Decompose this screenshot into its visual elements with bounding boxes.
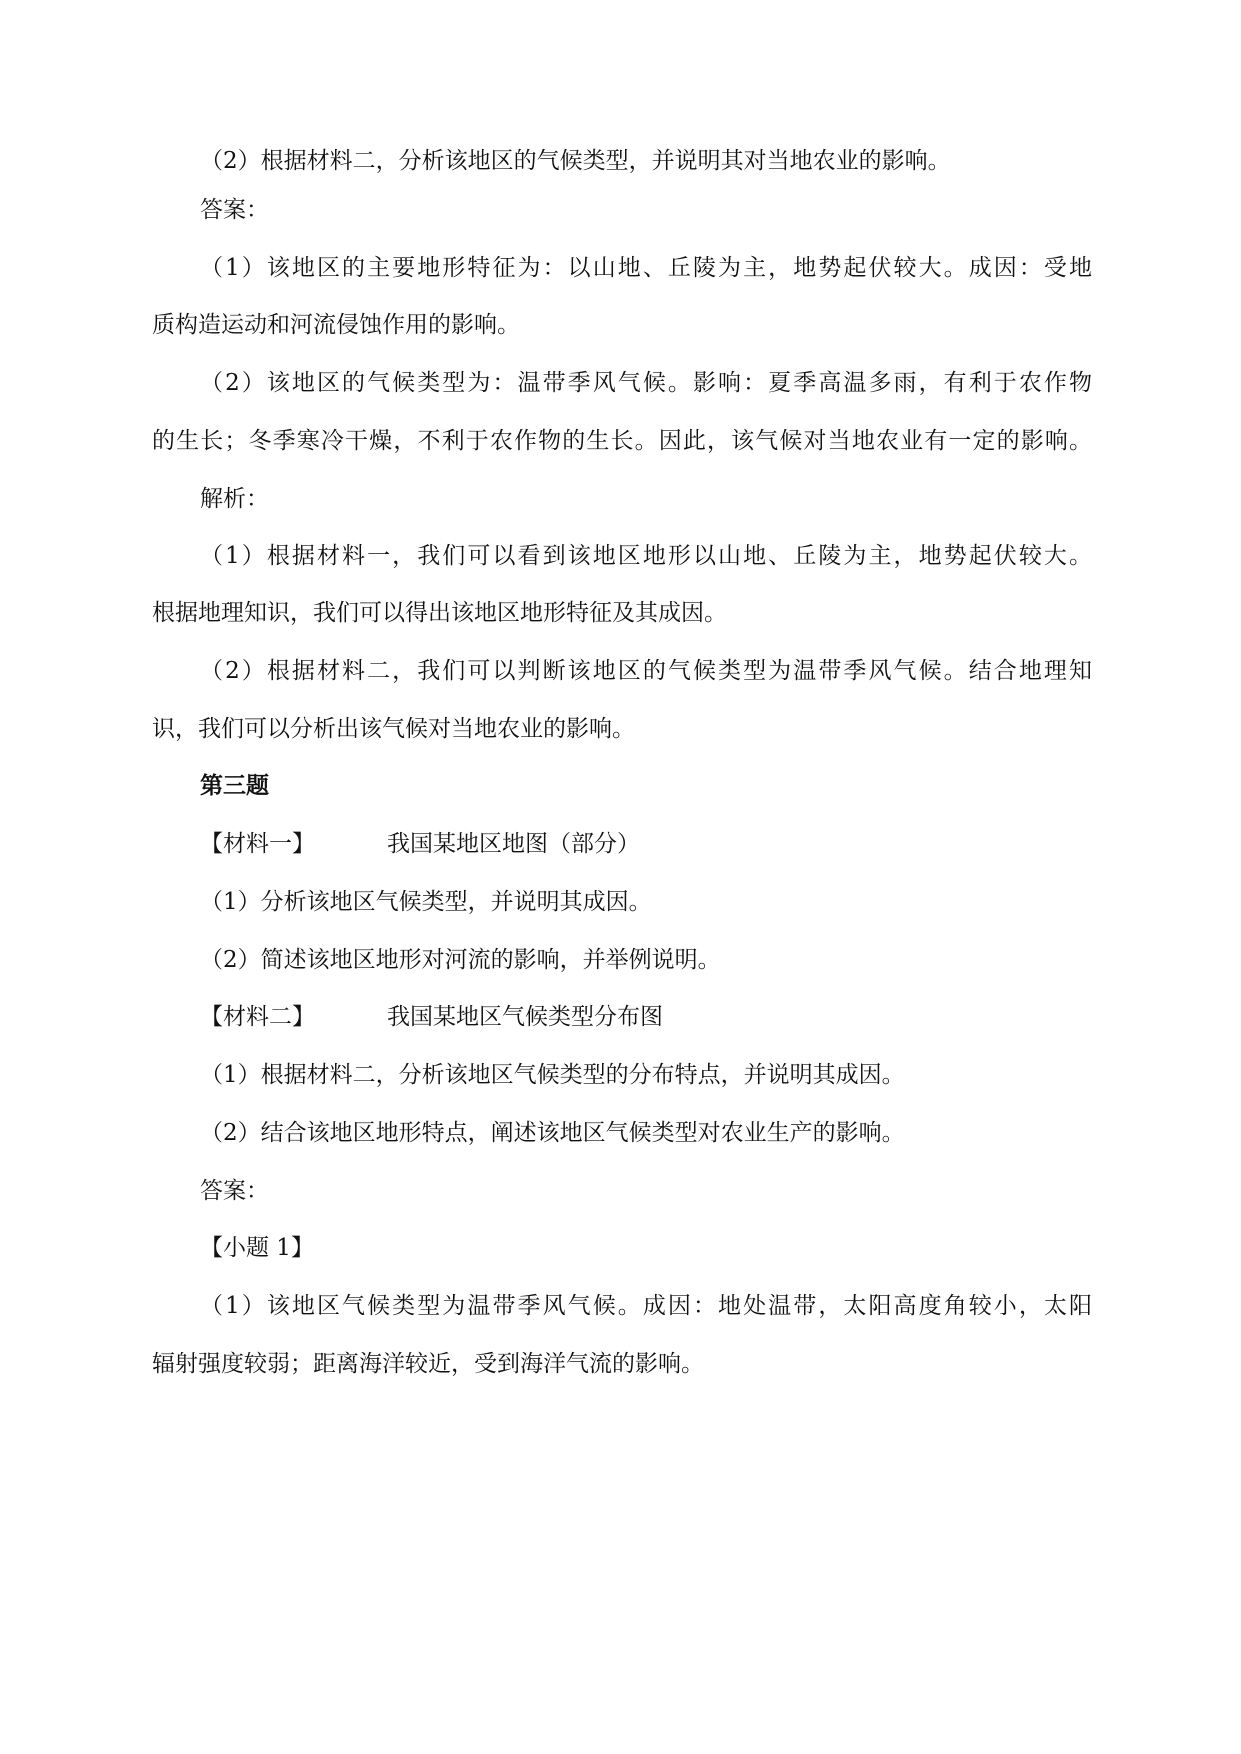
material-1-heading	[200, 828, 640, 860]
answer-1-line-2: 质构造运动和河流侵蚀作用的影响。	[152, 312, 520, 338]
sub-answer-line-1: （1）该地区气候类型为温带季风气候。成因：地处温带，太阳高度角较小，太阳	[200, 1293, 1092, 1319]
material-1-question-1: （1）分析该地区气候类型，并说明其成因。	[200, 889, 652, 915]
sub-question-label: 【小题 1】	[200, 1235, 314, 1261]
answer-1-line-1: （1）该地区的主要地形特征为：以山地、丘陵为主，地势起伏较大。成因：受地	[200, 255, 1092, 281]
analysis-1-line-1: （1）根据材料一，我们可以看到该地区地形以山地、丘陵为主，地势起伏较大。	[200, 543, 1092, 569]
material-1-title: 我国某地区地图（部分）	[387, 831, 640, 857]
analysis-1-line-2: 根据地理知识，我们可以得出该地区地形特征及其成因。	[152, 600, 727, 626]
material-2-heading	[200, 1001, 663, 1033]
answer-heading-2: 答案：	[200, 1178, 269, 1204]
answer-heading: 答案：	[200, 197, 269, 223]
material-2-question-1: （1）根据材料二，分析该地区气候类型的分布特点，并说明其成因。	[200, 1062, 905, 1088]
material-2-label: 【材料二】	[200, 1004, 315, 1030]
material-2-question-2: （2）结合该地区地形特点，阐述该地区气候类型对农业生产的影响。	[200, 1120, 905, 1146]
answer-2-line-1: （2）该地区的气候类型为：温带季风气候。影响：夏季高温多雨，有利于农作物	[200, 370, 1092, 396]
question-2-prompt: （2）根据材料二，分析该地区的气候类型，并说明其对当地农业的影响。	[200, 148, 951, 174]
answer-2-line-2: 的生长；冬季寒冷干燥，不利于农作物的生长。因此，该气候对当地农业有一定的影响。	[152, 428, 1092, 454]
material-1-question-2: （2）简述该地区地形对河流的影响，并举例说明。	[200, 947, 721, 973]
material-2-title: 我国某地区气候类型分布图	[387, 1004, 663, 1030]
section-title: 第三题	[200, 773, 269, 799]
analysis-2-line-1: （2）根据材料二，我们可以判断该地区的气候类型为温带季风气候。结合地理知	[200, 658, 1092, 684]
analysis-heading: 解析：	[200, 486, 269, 512]
sub-answer-line-2: 辐射强度较弱；距离海洋较近，受到海洋气流的影响。	[152, 1351, 704, 1377]
analysis-2-line-2: 识，我们可以分析出该气候对当地农业的影响。	[152, 716, 635, 742]
material-1-label: 【材料一】	[200, 831, 315, 857]
